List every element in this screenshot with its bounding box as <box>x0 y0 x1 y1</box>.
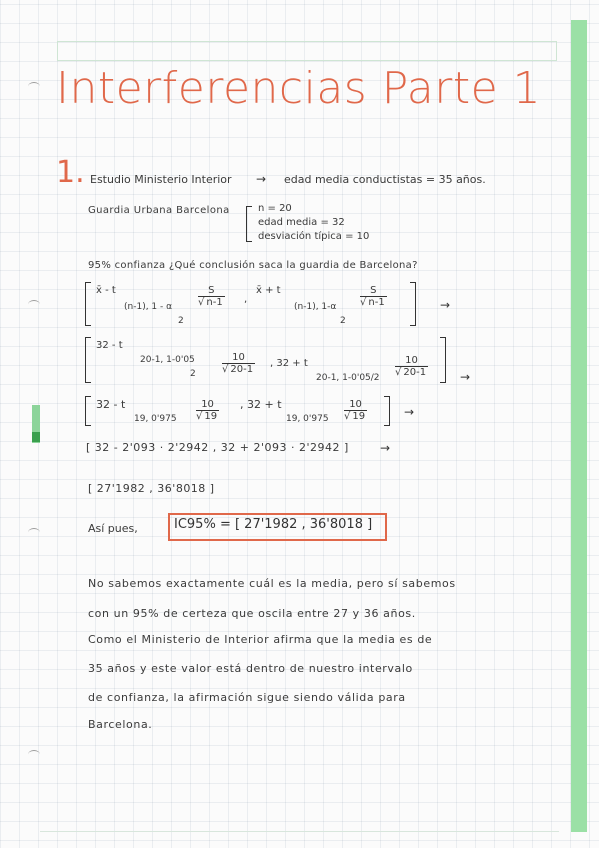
formula2-left-sub-den: 2 <box>190 369 196 379</box>
formula2-sep: , 32 + t <box>270 358 308 369</box>
fraction-denominator: 19 <box>204 411 218 422</box>
formula2-right-sub: 20-1, 1-0'05/2 <box>316 373 380 383</box>
formula3-right-fraction: $\frac{10}{√ 19}$ <box>344 399 366 422</box>
fraction-denominator: 20-1 <box>230 364 254 375</box>
group-item-mean: edad media = 32 <box>258 217 345 228</box>
ring-hole-mark <box>28 82 40 91</box>
fraction-numerator: S <box>198 285 225 297</box>
ring-hole-mark <box>28 300 40 309</box>
question-text: 95% confianza ¿Qué conclusión saca la guardia de Barcelona? <box>88 260 418 271</box>
formula3-left-sub: 19, 0'975 <box>134 414 177 424</box>
bracket-left <box>85 282 91 326</box>
paragraph-line: No sabemos exactamente cuál es la media, pero sí sabemos <box>88 577 456 590</box>
group-item-sd: desviación típica = 10 <box>258 231 370 242</box>
fraction-numerator: 10 <box>344 399 367 411</box>
fraction-numerator: 10 <box>222 352 255 364</box>
fraction-numerator: 10 <box>196 399 219 411</box>
paragraph-line: 35 años y este valor está dentro de nuestro intervalo <box>88 662 413 675</box>
bracket-right <box>410 282 416 326</box>
formula3-sep: , 32 + t <box>240 398 282 411</box>
formula3-left-fraction: $\frac{10}{√ 19}$ <box>196 399 218 422</box>
arrow-icon: → <box>256 172 267 186</box>
result-interval: IC95% = [ 27'1982 , 36'8018 ] <box>174 517 373 532</box>
formula1-right-sub-den: 2 <box>340 316 346 326</box>
exercise-number: 1. <box>56 155 85 190</box>
right-color-band <box>571 20 587 832</box>
group-item-n: n = 20 <box>258 203 292 214</box>
arrow-icon: → <box>404 405 415 419</box>
fraction-denominator: n-1 <box>368 297 385 308</box>
paragraph-line: con un 95% de certeza que oscila entre 27 y 36 años. <box>88 607 416 620</box>
formula2-right-fraction: $\frac{10}{√ 20-1}$ <box>395 355 427 378</box>
formula1-right-fraction: $\frac{S}{√ n-1}$ <box>360 285 385 308</box>
formula1-right-prefix: x̄ + t <box>256 285 281 296</box>
fraction-numerator: 10 <box>395 355 428 367</box>
formula1-left-prefix: x̄ - t <box>96 285 116 296</box>
formula3-right-sub: 19, 0'975 <box>286 414 329 424</box>
fraction-denominator: n-1 <box>206 297 223 308</box>
fraction-denominator: 19 <box>352 411 366 422</box>
formula1-left-fraction: $\frac{S}{√ n-1}$ <box>198 285 223 308</box>
formula1-left-sub-den: 2 <box>178 316 184 326</box>
asi-pues-label: Así pues, <box>88 522 138 535</box>
paragraph-line: Barcelona. <box>88 718 153 731</box>
ring-hole-mark <box>28 528 40 537</box>
group-label: Guardia Urbana Barcelona <box>88 205 230 216</box>
formula2-left-sub: 20-1, 1-0'05 <box>140 355 195 365</box>
bracket-right <box>440 337 446 383</box>
formula1-sep: , <box>244 294 248 305</box>
formula2-left-prefix: 32 - t <box>96 340 123 351</box>
formula5: [ 27'1982 , 36'8018 ] <box>88 482 215 495</box>
arrow-icon: → <box>440 298 451 312</box>
header-box <box>57 41 557 61</box>
fraction-denominator: 20-1 <box>403 367 427 378</box>
arrow-icon: → <box>460 370 471 384</box>
study-label: Estudio Ministerio Interior <box>90 173 232 186</box>
arrow-icon: → <box>380 441 391 455</box>
formula1-right-sub: (n-1), 1-α <box>294 302 337 312</box>
bracket-left <box>85 396 91 426</box>
fraction-numerator: S <box>360 285 387 297</box>
page-title: Interferencias Parte 1 <box>56 63 542 114</box>
formula3-left-prefix: 32 - t <box>96 398 126 411</box>
bracket-left <box>85 337 91 383</box>
bracket-right <box>384 396 390 426</box>
side-tab-marker <box>32 432 40 442</box>
formula1-left-sub: (n-1), 1 - α <box>124 302 173 312</box>
paragraph-line: Como el Ministerio de Interior afirma que la media es de <box>88 633 433 646</box>
study-detail: edad media conductistas = 35 años. <box>284 173 486 186</box>
ring-hole-mark <box>28 750 40 759</box>
formula4: [ 32 - 2'093 · 2'2942 , 32 + 2'093 · 2'2942 ] <box>86 441 349 454</box>
bottom-rule <box>40 831 559 832</box>
paragraph-line: de confianza, la afirmación sigue siendo válida para <box>88 691 406 704</box>
formula2-left-fraction: $\frac{10}{√ 20-1}$ <box>222 352 254 375</box>
group-brace <box>246 206 252 242</box>
